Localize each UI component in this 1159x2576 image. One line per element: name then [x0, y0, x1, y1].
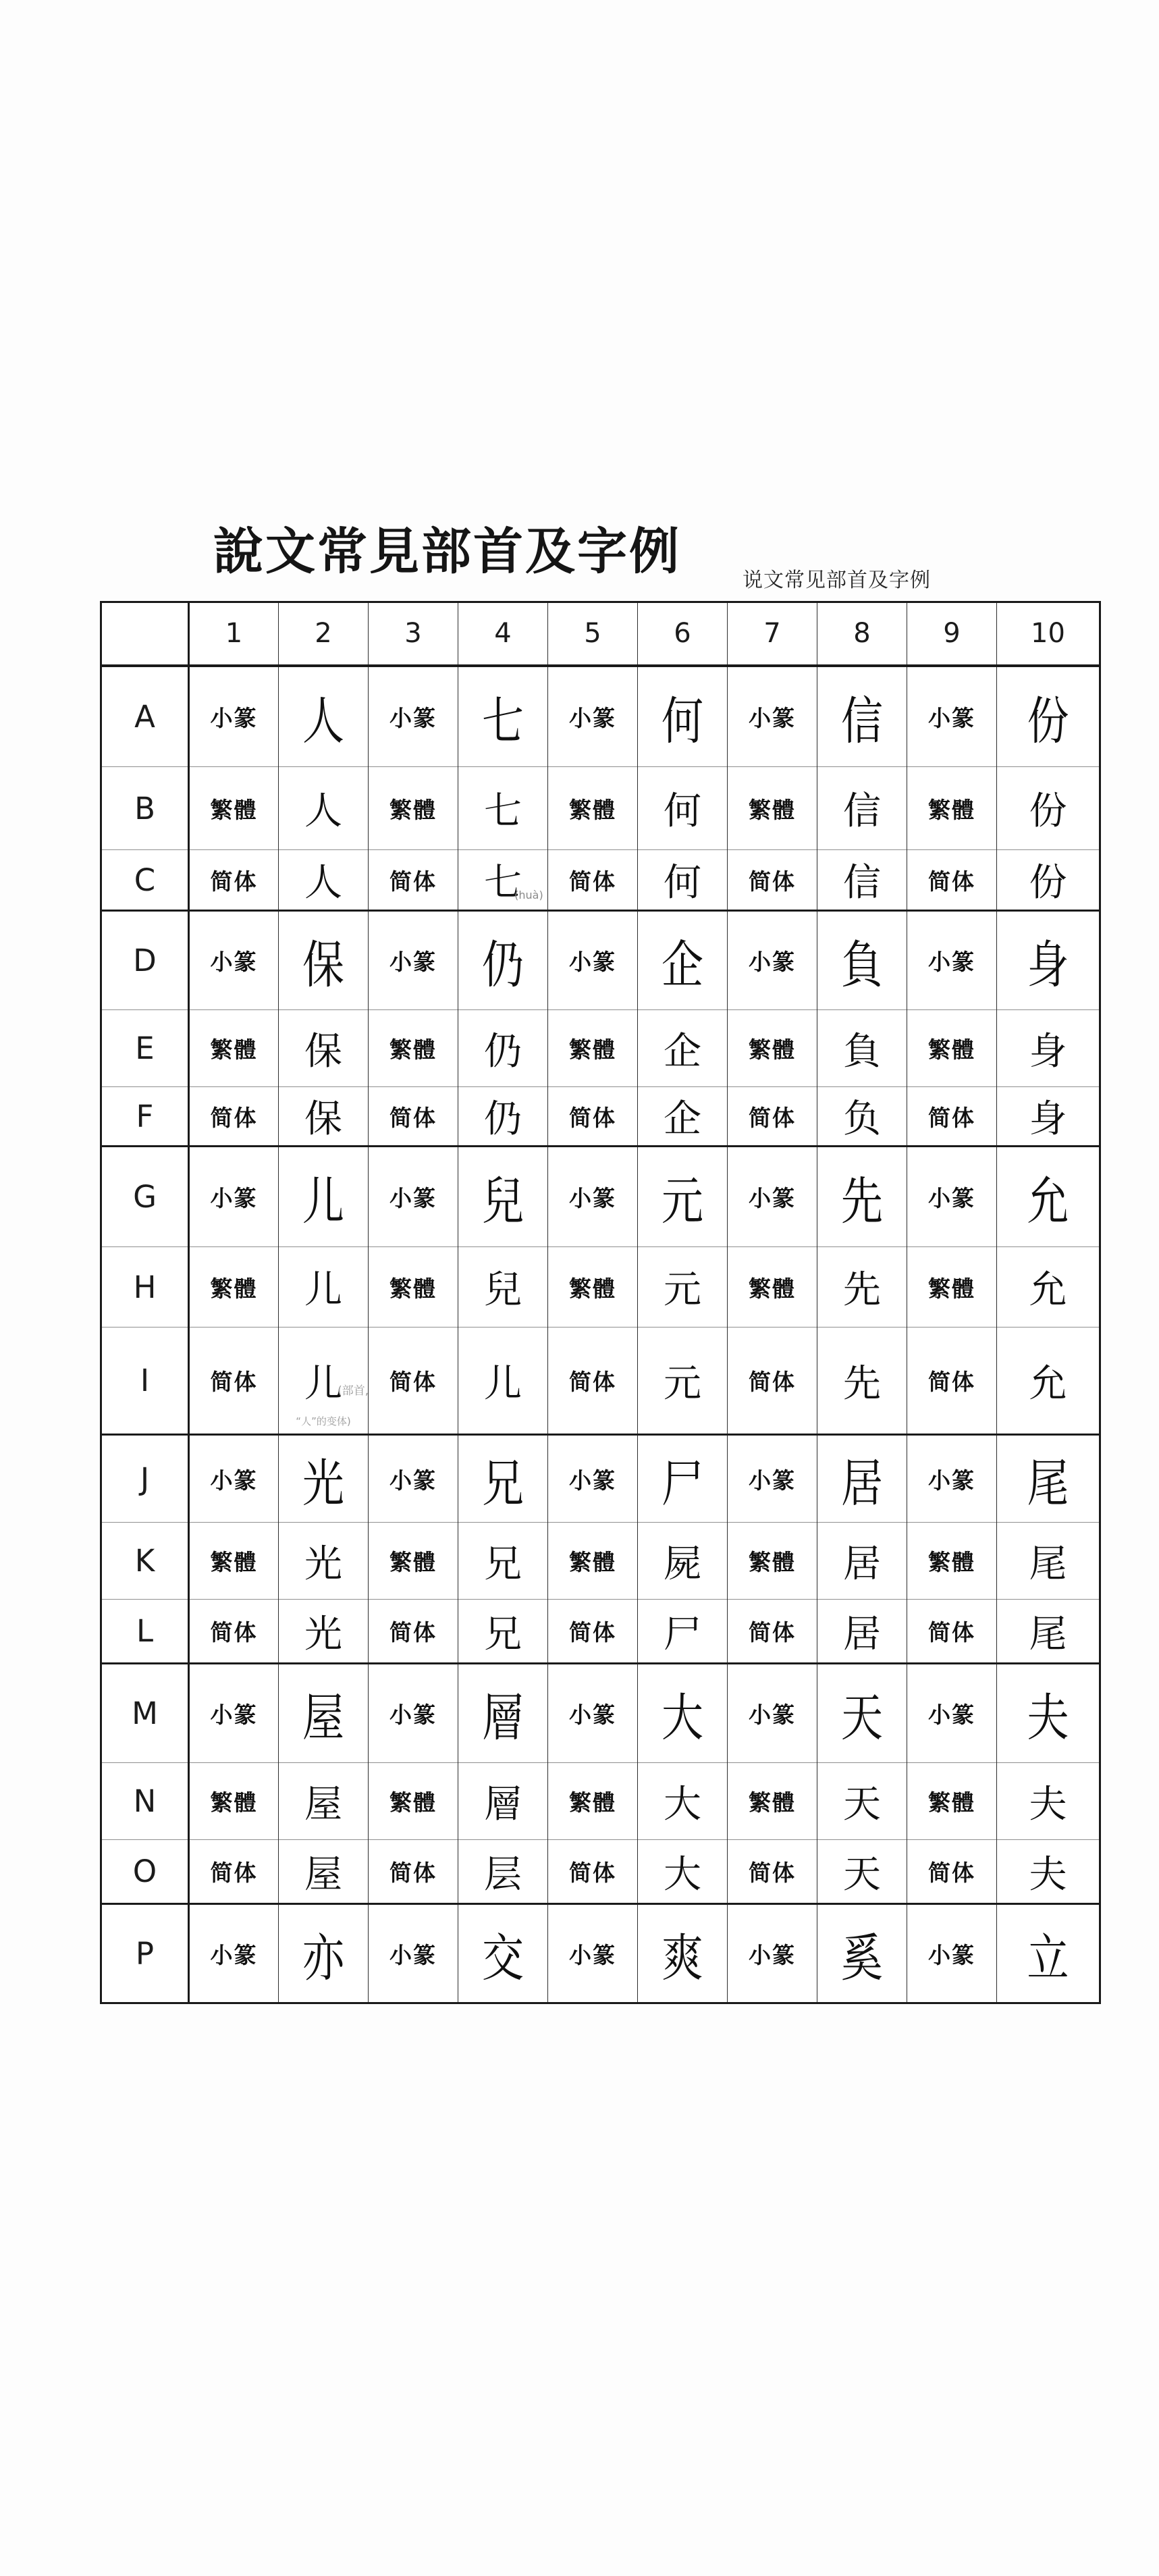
script-style-tag-cell: 简体 — [548, 1328, 638, 1435]
script-style-tag-cell: 简体 — [189, 1840, 279, 1904]
seal-character-cell — [817, 1664, 907, 1763]
script-style-tag-cell: 小篆 — [189, 1664, 279, 1763]
seal-character-cell — [997, 1147, 1100, 1247]
character-cell — [997, 1600, 1100, 1664]
script-style-tag-cell: 简体 — [369, 1840, 458, 1904]
character-cell — [997, 1010, 1100, 1087]
seal-character-cell — [817, 1435, 907, 1523]
row-label-cell: F — [101, 1087, 189, 1147]
row-label-cell: C — [101, 850, 189, 911]
character-cell — [817, 1523, 907, 1600]
seal-character-glyph: 大 — [661, 1687, 703, 1748]
character-glyph: 夫 — [1029, 1782, 1067, 1826]
seal-character-glyph: 奚 — [840, 1927, 883, 1988]
character-glyph: 身 — [1029, 1097, 1067, 1141]
row-label-cell: L — [101, 1600, 189, 1664]
character-glyph: 儿 — [304, 1361, 342, 1406]
table-row-F — [101, 1087, 1100, 1147]
character-glyph: 元 — [664, 1268, 701, 1312]
script-style-tag-cell: 小篆 — [728, 666, 817, 767]
script-style-tag-cell: 小篆 — [728, 911, 817, 1010]
character-glyph: 先 — [843, 1268, 881, 1312]
character-cell — [638, 767, 728, 850]
character-glyph: 兒 — [484, 1268, 522, 1312]
column-header-cell: 10 — [997, 602, 1100, 666]
script-style-tag-cell: 繁體 — [548, 767, 638, 850]
table-row-N — [101, 1763, 1100, 1840]
character-cell — [458, 1523, 548, 1600]
character-cell — [638, 1087, 728, 1147]
character-cell — [279, 1523, 369, 1600]
script-style-tag-cell: 小篆 — [369, 1435, 458, 1523]
script-style-tag-cell: 简体 — [369, 1600, 458, 1664]
seal-character-cell — [279, 1904, 369, 2003]
script-style-tag-cell: 繁體 — [369, 1523, 458, 1600]
character-cell — [458, 1328, 548, 1435]
seal-character-cell — [817, 1904, 907, 2003]
row-label-cell: J — [101, 1435, 189, 1523]
script-style-tag-cell: 小篆 — [548, 1904, 638, 2003]
character-cell — [279, 1600, 369, 1664]
script-style-tag-cell: 小篆 — [907, 1904, 997, 2003]
script-style-tag-cell: 小篆 — [548, 666, 638, 767]
table-row-L — [101, 1600, 1100, 1664]
script-style-tag-cell: 简体 — [548, 1840, 638, 1904]
script-style-tag-cell: 繁體 — [728, 1010, 817, 1087]
script-style-tag-cell: 小篆 — [728, 1435, 817, 1523]
row-label-cell: B — [101, 767, 189, 850]
column-header-cell: 2 — [279, 602, 369, 666]
seal-character-cell — [458, 1664, 548, 1763]
seal-character-cell — [458, 1147, 548, 1247]
character-cell — [817, 1087, 907, 1147]
seal-character-cell — [638, 666, 728, 767]
table-row-K — [101, 1523, 1100, 1600]
script-style-tag-cell: 繁體 — [907, 1523, 997, 1600]
character-glyph: 企 — [664, 1097, 701, 1141]
seal-character-glyph: 先 — [840, 1171, 883, 1232]
character-glyph: 光 — [304, 1612, 342, 1656]
script-style-tag-cell: 简体 — [189, 1600, 279, 1664]
character-glyph: 屋 — [304, 1782, 342, 1826]
script-style-tag-cell: 繁體 — [907, 1247, 997, 1328]
character-cell — [638, 850, 728, 911]
script-style-tag-cell: 简体 — [907, 1087, 997, 1147]
page-title-seal-calligraphy: 說文常見部首及字例 — [213, 523, 681, 581]
character-glyph: 層 — [484, 1782, 522, 1826]
seal-character-cell — [458, 1904, 548, 2003]
character-cell — [817, 767, 907, 850]
character-glyph: 允 — [1029, 1361, 1067, 1406]
character-cell — [817, 1763, 907, 1840]
seal-character-glyph: 七 — [481, 690, 524, 751]
script-style-tag-cell: 繁體 — [369, 1247, 458, 1328]
seal-character-cell — [638, 911, 728, 1010]
row-label-cell: N — [101, 1763, 189, 1840]
character-cell — [638, 1840, 728, 1904]
character-glyph: 負 — [843, 1029, 881, 1074]
script-style-tag-cell: 小篆 — [369, 666, 458, 767]
character-glyph: 先 — [843, 1361, 881, 1406]
script-style-tag-cell: 繁體 — [907, 1010, 997, 1087]
character-glyph: 人 — [304, 861, 342, 905]
character-glyph: 大 — [664, 1852, 701, 1897]
character-cell — [817, 1010, 907, 1087]
script-style-tag-cell: 简体 — [189, 1328, 279, 1435]
page-subtitle: 说文常见部首及字例 — [743, 569, 931, 592]
character-glyph: 层 — [484, 1852, 522, 1897]
character-glyph: 天 — [843, 1852, 881, 1897]
seal-character-glyph: 仍 — [481, 935, 524, 995]
script-style-tag-cell: 繁體 — [548, 1010, 638, 1087]
character-glyph: 信 — [843, 789, 881, 833]
character-cell — [279, 1763, 369, 1840]
character-glyph: 元 — [664, 1361, 701, 1406]
seal-character-cell — [997, 1904, 1100, 2003]
character-cell — [638, 1523, 728, 1600]
character-cell — [279, 1010, 369, 1087]
script-style-tag-cell: 繁體 — [189, 1523, 279, 1600]
row-label-cell: I — [101, 1328, 189, 1435]
character-glyph: 仍 — [484, 1029, 522, 1074]
script-style-tag-cell: 小篆 — [728, 1904, 817, 2003]
character-cell — [997, 1247, 1100, 1328]
character-cell — [638, 1247, 728, 1328]
character-glyph: 何 — [664, 789, 701, 833]
character-cell — [458, 850, 548, 911]
character-glyph: 何 — [664, 861, 701, 905]
seal-character-glyph: 企 — [661, 935, 703, 995]
script-style-tag-cell: 小篆 — [189, 1435, 279, 1523]
character-cell — [279, 850, 369, 911]
seal-character-glyph: 尾 — [1027, 1452, 1069, 1513]
character-glyph: 夫 — [1029, 1852, 1067, 1897]
column-header-cell: 3 — [369, 602, 458, 666]
character-cell — [817, 1247, 907, 1328]
character-glyph: 份 — [1029, 861, 1067, 905]
seal-character-glyph: 兄 — [481, 1452, 524, 1513]
seal-character-glyph: 尸 — [661, 1452, 703, 1513]
column-header-cell: 9 — [907, 602, 997, 666]
script-style-tag-cell: 繁體 — [189, 1763, 279, 1840]
script-style-tag-cell: 简体 — [728, 1840, 817, 1904]
script-style-tag-cell: 小篆 — [907, 1435, 997, 1523]
seal-character-cell — [638, 1664, 728, 1763]
row-label-cell: O — [101, 1840, 189, 1904]
seal-character-glyph: 兒 — [481, 1171, 524, 1232]
character-cell — [458, 1840, 548, 1904]
character-glyph: 七 — [484, 789, 522, 833]
character-cell — [997, 1328, 1100, 1435]
script-style-tag-cell: 小篆 — [369, 911, 458, 1010]
row-label-cell: D — [101, 911, 189, 1010]
script-style-tag-cell: 简体 — [907, 850, 997, 911]
script-style-tag-cell: 繁體 — [369, 1010, 458, 1087]
script-style-tag-cell: 小篆 — [728, 1664, 817, 1763]
column-header-cell: 4 — [458, 602, 548, 666]
seal-character-glyph: 負 — [840, 935, 883, 995]
seal-character-glyph: 元 — [661, 1171, 703, 1232]
character-cell — [817, 1600, 907, 1664]
script-style-tag-cell: 繁體 — [548, 1523, 638, 1600]
script-style-tag-cell: 繁體 — [189, 767, 279, 850]
row-label-cell: G — [101, 1147, 189, 1247]
seal-character-glyph: 光 — [302, 1452, 344, 1513]
script-style-tag-cell: 小篆 — [189, 1904, 279, 2003]
row-label-cell: P — [101, 1904, 189, 2003]
character-glyph: 儿 — [484, 1361, 522, 1406]
seal-character-glyph: 居 — [840, 1452, 883, 1513]
table-row-M — [101, 1664, 1100, 1763]
script-style-tag-cell: 简体 — [907, 1840, 997, 1904]
character-glyph: 大 — [664, 1782, 701, 1826]
script-style-tag-cell: 繁體 — [907, 1763, 997, 1840]
seal-character-cell — [279, 911, 369, 1010]
script-style-tag-cell: 简体 — [548, 1600, 638, 1664]
character-cell — [638, 1328, 728, 1435]
column-header-cell: 6 — [638, 602, 728, 666]
character-glyph: 居 — [843, 1612, 881, 1656]
script-style-tag-cell: 小篆 — [189, 911, 279, 1010]
table-header — [101, 602, 1100, 666]
script-style-tag-cell: 繁體 — [548, 1247, 638, 1328]
script-style-tag-cell: 简体 — [548, 850, 638, 911]
table-row-I — [101, 1328, 1100, 1435]
corner-cell — [101, 602, 189, 666]
character-cell — [817, 1840, 907, 1904]
seal-character-cell — [458, 911, 548, 1010]
seal-character-cell — [458, 666, 548, 767]
character-cell — [997, 767, 1100, 850]
script-style-tag-cell: 繁體 — [728, 1523, 817, 1600]
character-glyph: 尸 — [664, 1612, 701, 1656]
character-cell — [458, 767, 548, 850]
character-cell — [638, 1600, 728, 1664]
seal-character-cell — [817, 911, 907, 1010]
character-cell — [458, 1010, 548, 1087]
table-row-B — [101, 767, 1100, 850]
script-style-tag-cell: 小篆 — [548, 1664, 638, 1763]
seal-character-cell — [638, 1435, 728, 1523]
seal-character-cell — [997, 911, 1100, 1010]
seal-character-glyph: 儿 — [302, 1171, 344, 1232]
character-glyph: 企 — [664, 1029, 701, 1074]
seal-character-glyph: 爽 — [661, 1927, 703, 1988]
script-style-tag-cell: 简体 — [548, 1087, 638, 1147]
column-header-cell: 5 — [548, 602, 638, 666]
seal-character-glyph: 交 — [481, 1927, 524, 1988]
script-style-tag-cell: 小篆 — [907, 1664, 997, 1763]
script-style-tag-cell: 繁體 — [369, 767, 458, 850]
character-glyph: 居 — [843, 1542, 881, 1586]
character-glyph: 兄 — [484, 1542, 522, 1586]
character-cell — [458, 1247, 548, 1328]
script-style-tag-cell: 简体 — [907, 1600, 997, 1664]
character-glyph: 尾 — [1029, 1612, 1067, 1656]
table-row-P — [101, 1904, 1100, 2003]
seal-character-cell — [279, 666, 369, 767]
character-glyph: 信 — [843, 861, 881, 905]
character-cell — [997, 1840, 1100, 1904]
column-header-cell: 8 — [817, 602, 907, 666]
table-row-G — [101, 1147, 1100, 1247]
character-glyph: 身 — [1029, 1029, 1067, 1074]
character-glyph: 天 — [843, 1782, 881, 1826]
seal-character-glyph: 信 — [840, 690, 883, 751]
character-cell — [997, 850, 1100, 911]
script-style-tag-cell: 简体 — [369, 1087, 458, 1147]
character-cell — [279, 1840, 369, 1904]
character-cell — [458, 1600, 548, 1664]
script-style-tag-cell: 小篆 — [728, 1147, 817, 1247]
character-cell — [638, 1010, 728, 1087]
character-cell — [997, 1087, 1100, 1147]
script-style-tag-cell: 简体 — [369, 850, 458, 911]
seal-character-glyph: 亦 — [302, 1927, 344, 1988]
seal-character-cell — [817, 666, 907, 767]
table-row-A — [101, 666, 1100, 767]
character-cell — [458, 1763, 548, 1840]
script-style-tag-cell: 小篆 — [369, 1904, 458, 2003]
character-cell — [997, 1523, 1100, 1600]
table-row-H — [101, 1247, 1100, 1328]
character-glyph: 光 — [304, 1542, 342, 1586]
script-style-tag-cell: 简体 — [728, 1600, 817, 1664]
character-glyph: 七 — [484, 861, 522, 905]
script-style-tag-cell: 繁體 — [189, 1010, 279, 1087]
annotation-note: (huà) — [514, 889, 543, 901]
script-style-tag-cell: 简体 — [369, 1328, 458, 1435]
character-glyph: 屋 — [304, 1852, 342, 1897]
script-style-tag-cell: 小篆 — [907, 666, 997, 767]
character-cell — [279, 1328, 369, 1435]
script-style-tag-cell: 繁體 — [189, 1247, 279, 1328]
character-glyph: 负 — [843, 1097, 881, 1141]
annotation-note: “人”的变体) — [296, 1415, 351, 1427]
character-cell — [997, 1763, 1100, 1840]
script-style-tag-cell: 简体 — [907, 1328, 997, 1435]
seal-character-cell — [997, 1664, 1100, 1763]
script-style-tag-cell: 小篆 — [907, 1147, 997, 1247]
character-glyph: 尾 — [1029, 1542, 1067, 1586]
character-glyph: 屍 — [664, 1542, 701, 1586]
seal-character-glyph: 天 — [840, 1687, 883, 1748]
character-cell — [817, 1328, 907, 1435]
script-style-tag-cell: 简体 — [728, 1328, 817, 1435]
seal-character-glyph: 何 — [661, 690, 703, 751]
script-style-tag-cell: 繁體 — [728, 1247, 817, 1328]
script-style-tag-cell: 小篆 — [548, 1147, 638, 1247]
seal-character-cell — [997, 1435, 1100, 1523]
annotation-note: (部首, — [338, 1384, 369, 1398]
table-row-O — [101, 1840, 1100, 1904]
seal-character-glyph: 保 — [302, 935, 344, 995]
row-label-cell: A — [101, 666, 189, 767]
seal-character-cell — [458, 1435, 548, 1523]
character-glyph: 允 — [1029, 1268, 1067, 1312]
character-cell — [458, 1087, 548, 1147]
script-style-tag-cell: 小篆 — [369, 1664, 458, 1763]
character-glyph: 仍 — [484, 1097, 522, 1141]
character-cell — [279, 1087, 369, 1147]
seal-character-cell — [279, 1147, 369, 1247]
character-cell — [279, 1247, 369, 1328]
table-row-C — [101, 850, 1100, 911]
character-glyph: 人 — [304, 789, 342, 833]
table-row-E — [101, 1010, 1100, 1087]
script-style-tag-cell: 简体 — [189, 850, 279, 911]
seal-character-cell — [817, 1147, 907, 1247]
script-style-tag-cell: 小篆 — [369, 1147, 458, 1247]
script-style-tag-cell: 小篆 — [189, 1147, 279, 1247]
column-header-cell: 7 — [728, 602, 817, 666]
seal-character-glyph: 夫 — [1027, 1687, 1069, 1748]
seal-character-glyph: 份 — [1027, 690, 1069, 751]
script-style-tag-cell: 简体 — [728, 850, 817, 911]
seal-character-cell — [638, 1147, 728, 1247]
script-style-tag-cell: 小篆 — [907, 911, 997, 1010]
seal-character-glyph: 立 — [1027, 1927, 1069, 1988]
script-style-tag-cell: 简体 — [189, 1087, 279, 1147]
seal-character-glyph: 允 — [1027, 1171, 1069, 1232]
seal-character-glyph: 屋 — [302, 1687, 344, 1748]
row-label-cell: K — [101, 1523, 189, 1600]
character-glyph: 儿 — [304, 1268, 342, 1312]
row-label-cell: M — [101, 1664, 189, 1763]
script-style-tag-cell: 简体 — [728, 1087, 817, 1147]
column-header-row — [101, 602, 1100, 666]
table-body — [101, 666, 1100, 2003]
script-style-tag-cell: 小篆 — [548, 911, 638, 1010]
script-style-tag-cell: 繁體 — [369, 1763, 458, 1840]
script-style-tag-cell: 繁體 — [548, 1763, 638, 1840]
character-cell — [817, 850, 907, 911]
script-style-tag-cell: 繁體 — [728, 767, 817, 850]
seal-character-glyph: 身 — [1027, 935, 1069, 995]
table-row-D — [101, 911, 1100, 1010]
radical-examples-table — [100, 601, 1101, 2004]
character-glyph: 兄 — [484, 1612, 522, 1656]
seal-character-glyph: 層 — [481, 1687, 524, 1748]
character-glyph: 保 — [304, 1029, 342, 1074]
character-glyph: 保 — [304, 1097, 342, 1141]
character-cell — [279, 767, 369, 850]
row-label-cell: E — [101, 1010, 189, 1087]
character-glyph: 份 — [1029, 789, 1067, 833]
row-label-cell: H — [101, 1247, 189, 1328]
seal-character-cell — [279, 1435, 369, 1523]
script-style-tag-cell: 小篆 — [189, 666, 279, 767]
seal-character-cell — [279, 1664, 369, 1763]
seal-character-cell — [997, 666, 1100, 767]
character-cell — [638, 1763, 728, 1840]
script-style-tag-cell: 繁體 — [728, 1763, 817, 1840]
column-header-cell: 1 — [189, 602, 279, 666]
script-style-tag-cell: 繁體 — [907, 767, 997, 850]
table-row-J — [101, 1435, 1100, 1523]
seal-character-glyph: 人 — [302, 690, 344, 751]
script-style-tag-cell: 小篆 — [548, 1435, 638, 1523]
seal-character-cell — [638, 1904, 728, 2003]
